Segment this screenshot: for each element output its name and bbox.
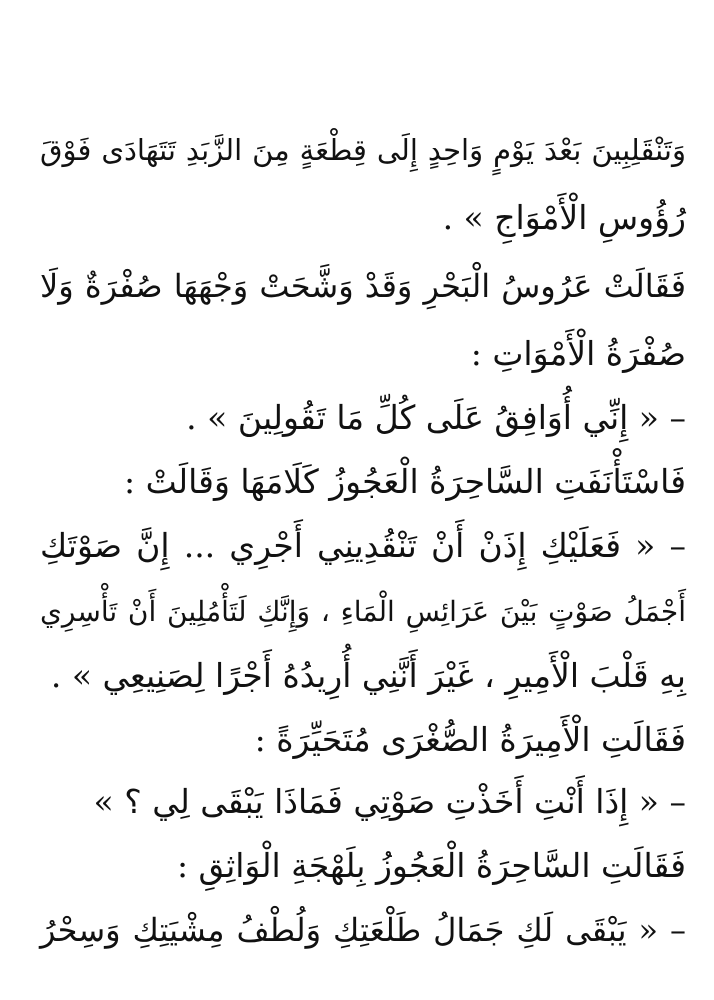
text-line: بِهِ قَلْبَ الْأَمِيرِ ، غَيْرَ أَنَّنِي أُرِيدُهُ أَجْرًا لِصَنِيعِي » . (50, 656, 686, 695)
text-line: وَتَنْقَلِبِينَ بَعْدَ يَوْمٍ وَاحِدٍ إِلَى قِطْعَةٍ مِنَ الزَّبَدِ تَتَهَادَى فَوْقَ (40, 133, 686, 167)
text-line: – « إِنِّي أُوَافِقُ عَلَى كُلِّ مَا تَقُولِينَ » . (186, 398, 686, 437)
text-line: أَجْمَلُ صَوْتٍ بَيْنَ عَرَائِسِ الْمَاءِ ، وَإِنَّكِ لَتَأْمُلِينَ أَنْ تَأْسِرِي (40, 595, 686, 628)
text-line: رُؤُوسِ الْأَمْوَاجِ » . (442, 198, 686, 237)
text-line: – « فَعَلَيْكِ إِذَنْ أَنْ تَنْقُدِينِي أَجْرِي ... إِنَّ صَوْتَكِ (40, 526, 686, 565)
text-line: فَقَالَتِ الْأَمِيرَةُ الصُّغْرَى مُتَحَيِّرَةً : (254, 720, 686, 759)
text-line: – « يَبْقَى لَكِ جَمَالُ طَلْعَتِكِ وَلُطْفُ مِشْيَتِكِ وَسِحْرُ (40, 911, 686, 949)
text-line: فَاسْتَأْنَفَتِ السَّاحِرَةُ الْعَجُوزُ كَلَامَهَا وَقَالَتْ : (124, 462, 686, 501)
text-line: صُفْرَةُ الْأَمْوَاتِ : (470, 334, 686, 373)
text-line: – « إِذَا أَنْتِ أَخَذْتِ صَوْتِي فَمَاذَا يَبْقَى لِي ؟ » (93, 782, 686, 821)
text-line: فَقَالَتِ السَّاحِرَةُ الْعَجُوزُ بِلَهْجَةِ الْوَاثِقِ : (176, 846, 686, 885)
text-line: فَقَالَتْ عَرُوسُ الْبَحْرِ وَقَدْ وَشَّحَتْ وَجْهَهَا صُفْرَةٌ وَلَا (40, 267, 686, 305)
